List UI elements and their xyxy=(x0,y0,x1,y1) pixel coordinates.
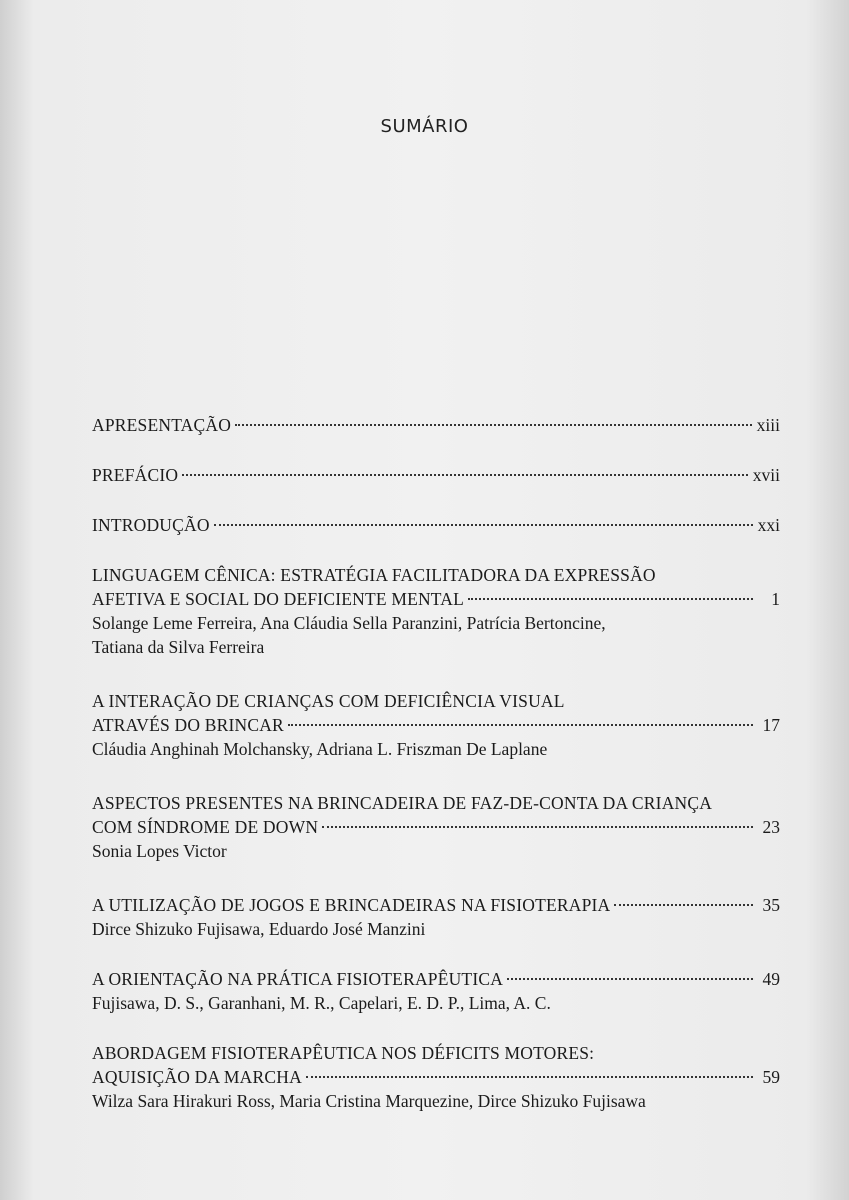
toc-entry-title-continued: ATRAVÉS DO BRINCAR xyxy=(92,715,284,735)
toc-entry-authors: Dirce Shizuko Fujisawa, Eduardo José Manzini xyxy=(92,919,426,939)
toc-entry-authors: Wilza Sara Hirakuri Ross, Maria Cristina Marquezine, Dirce Shizuko Fujisawa xyxy=(92,1091,646,1111)
toc-entry-authors: Sonia Lopes Victor xyxy=(92,841,227,861)
toc-entry-title-line xyxy=(92,893,780,917)
toc-entry-chapter-3 xyxy=(92,791,780,863)
dot-leader xyxy=(306,1076,753,1078)
toc-entry-prefacio xyxy=(92,463,780,487)
toc-entry-title-line xyxy=(92,1065,780,1089)
dot-leader xyxy=(288,724,753,726)
toc-entry-title: A ORIENTAÇÃO NA PRÁTICA FISIOTERAPÊUTICA xyxy=(92,969,504,989)
toc-page-number: xvii xyxy=(752,465,780,485)
toc-entry-title: ABORDAGEM FISIOTERAPÊUTICA NOS DÉFICITS MOTORES: xyxy=(92,1043,595,1063)
page-title: SUMÁRIO xyxy=(380,116,469,137)
dot-leader xyxy=(214,524,753,526)
toc-entry-chapter-6 xyxy=(92,1041,780,1113)
toc-entry-title: APRESENTAÇÃO xyxy=(92,415,232,435)
toc-entry-title-continued: AFETIVA E SOCIAL DO DEFICIENTE MENTAL xyxy=(92,589,465,609)
toc-page-number: 35 xyxy=(762,895,780,915)
dot-leader xyxy=(507,978,753,980)
toc-entry-title-line xyxy=(92,463,780,487)
toc-entry-title-continued: AQUISIÇÃO DA MARCHA xyxy=(92,1067,302,1087)
toc-entry-title: A INTERAÇÃO DE CRIANÇAS COM DEFICIÊNCIA VISUAL xyxy=(92,691,565,711)
toc-page-number: 49 xyxy=(762,969,780,989)
toc-entry-chapter-1 xyxy=(92,563,780,659)
dot-leader xyxy=(182,474,748,476)
dot-leader xyxy=(322,826,753,828)
toc-entry-title-line xyxy=(92,413,780,437)
dot-leader xyxy=(468,598,753,600)
toc-entry-authors-continued: Tatiana da Silva Ferreira xyxy=(92,637,265,657)
toc-entry-authors: Solange Leme Ferreira, Ana Cláudia Sella Paranzini, Patrícia Bertoncine, xyxy=(92,613,606,633)
toc-page-number: 1 xyxy=(771,589,780,609)
toc-entry-title-line xyxy=(92,815,780,839)
toc-page-number: 17 xyxy=(762,715,780,735)
toc-entry-chapter-4 xyxy=(92,893,780,941)
toc-page-number: xxi xyxy=(757,515,780,535)
toc-entry-introducao xyxy=(92,513,780,537)
toc-entry-title: PREFÁCIO xyxy=(92,465,179,485)
toc-entry-title: LINGUAGEM CÊNICA: ESTRATÉGIA FACILITADORA DA EXPRESSÃO xyxy=(92,565,656,585)
toc-entry-title: ASPECTOS PRESENTES NA BRINCADEIRA DE FAZ-DE-CONTA DA CRIANÇA xyxy=(92,793,713,813)
toc-entry-title-continued: COM SÍNDROME DE DOWN xyxy=(92,817,319,837)
dot-leader xyxy=(235,424,752,426)
dot-leader xyxy=(614,904,753,906)
toc-page-number: 23 xyxy=(762,817,780,837)
toc-entry-title-line xyxy=(92,713,780,737)
toc-entry-chapter-5 xyxy=(92,967,780,1015)
table-of-contents xyxy=(92,413,780,1135)
toc-entry-authors: Cláudia Anghinah Molchansky, Adriana L. Friszman De Laplane xyxy=(92,739,548,759)
toc-entry-chapter-2 xyxy=(92,689,780,761)
toc-entry-title: A UTILIZAÇÃO DE JOGOS E BRINCADEIRAS NA FISIOTERAPIA xyxy=(92,895,611,915)
toc-entry-title-line xyxy=(92,967,780,991)
toc-page-number: xiii xyxy=(756,415,780,435)
toc-entry-title-line xyxy=(92,513,780,537)
toc-entry-title-line xyxy=(92,587,780,611)
toc-entry-title: INTRODUÇÃO xyxy=(92,515,210,535)
toc-entry-authors: Fujisawa, D. S., Garanhani, M. R., Capelari, E. D. P., Lima, A. C. xyxy=(92,993,551,1013)
toc-entry-apresentacao xyxy=(92,413,780,437)
toc-page-number: 59 xyxy=(762,1067,780,1087)
